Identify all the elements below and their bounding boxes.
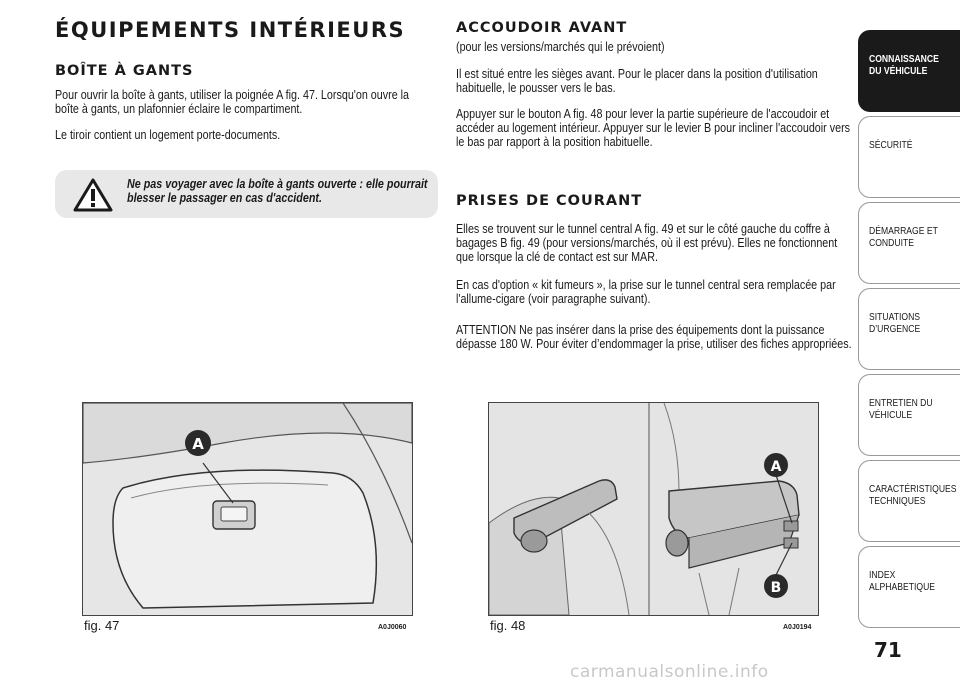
- page-number: 71: [874, 638, 902, 662]
- tab-label: DÉMARRAGE ET CONDUITE: [869, 225, 938, 249]
- tab-connaissance-du-vehicule[interactable]: [858, 30, 960, 112]
- glovebox-paragraph-2: Le tiroir contient un logement porte-documents.: [55, 128, 281, 142]
- figure-47-caption: fig. 47: [84, 618, 120, 633]
- tab-label: CONNAISSANCE DU VÉHICULE: [869, 53, 939, 77]
- sockets-paragraph-3: ATTENTION Ne pas insérer dans la prise des équipements dont la puissance dépasse 180 W. Pour éviter d’endommager la prise, utiliser des fiches appropriées.: [456, 323, 852, 351]
- tab-label: CARACTÉRISTIQUES TECHNIQUES: [869, 483, 957, 507]
- tab-securite[interactable]: [858, 116, 960, 198]
- warning-box: [55, 170, 438, 218]
- figure-48-code: A0J0194: [783, 624, 812, 631]
- sockets-heading: PRISES DE COURANT: [456, 193, 643, 209]
- tab-label: SÉCURITÉ: [869, 139, 913, 151]
- sockets-paragraph-1: Elles se trouvent sur le tunnel central A fig. 49 et sur le côté gauche du coffre à bagages B fig. 49 (pour versions/marchés, où il est prévu). Elles ne fonctionnent que lorsque la clé de contact est sur MAR.: [456, 222, 838, 264]
- figure-48-armrest: [488, 402, 819, 616]
- figure-47-glovebox: [82, 402, 413, 616]
- fig48-callout-a: A: [770, 459, 782, 475]
- glovebox-heading: BOÎTE À GANTS: [55, 63, 194, 79]
- sockets-paragraph-2: En cas d'option « kit fumeurs », la prise sur le tunnel central sera remplacée par l'allume-cigare (voir paragraphe suivant).: [456, 278, 836, 306]
- tab-label: SITUATIONS D’URGENCE: [869, 311, 921, 335]
- tab-demarrage-et-conduite[interactable]: [858, 202, 960, 284]
- fig47-callout-a: A: [192, 435, 204, 453]
- armrest-subheading: (pour les versions/marchés qui le prévoient): [456, 40, 665, 54]
- tab-caracteristiques-techniques[interactable]: [858, 460, 960, 542]
- glovebox-paragraph-1: Pour ouvrir la boîte à gants, utiliser la poignée A fig. 47. Lorsqu'on ouvre la boîte à gants, un plafonnier éclaire le compartiment.: [55, 88, 410, 116]
- tab-situations-d-urgence[interactable]: [858, 288, 960, 370]
- glovebox-illustration: [83, 403, 412, 615]
- warning-text: Ne pas voyager avec la boîte à gants ouverte : elle pourrait blesser le passager en cas d'accident.: [127, 177, 428, 205]
- armrest-paragraph-2: Appuyer sur le bouton A fig. 48 pour lever la partie supérieure de l'accoudoir et accéder au logement intérieur. Appuyer sur le levier B pour incliner l'accoudoir vers le bas par rapport à la position habituelle.: [456, 107, 851, 149]
- armrest-paragraph-1: Il est situé entre les sièges avant. Pour le placer dans la position d'utilisation habituelle, le pousser vers le bas.: [456, 67, 818, 95]
- tab-label: INDEX ALPHABETIQUE: [869, 569, 936, 593]
- tab-index-alphabetique[interactable]: [858, 546, 960, 628]
- tab-entretien-du-vehicule[interactable]: [858, 374, 960, 456]
- page-title: ÉQUIPEMENTS INTÉRIEURS: [55, 18, 406, 42]
- tab-label: ENTRETIEN DU VÉHICULE: [869, 397, 933, 421]
- warning-triangle-icon: [73, 178, 113, 212]
- armrest-illustration: [489, 403, 818, 615]
- watermark: carmanualsonline.info: [570, 662, 769, 682]
- figure-47-code: A0J0060: [378, 624, 407, 631]
- fig48-callout-b: B: [770, 580, 782, 596]
- armrest-heading: ACCOUDOIR AVANT: [456, 20, 628, 36]
- figure-48-caption: fig. 48: [490, 618, 526, 633]
